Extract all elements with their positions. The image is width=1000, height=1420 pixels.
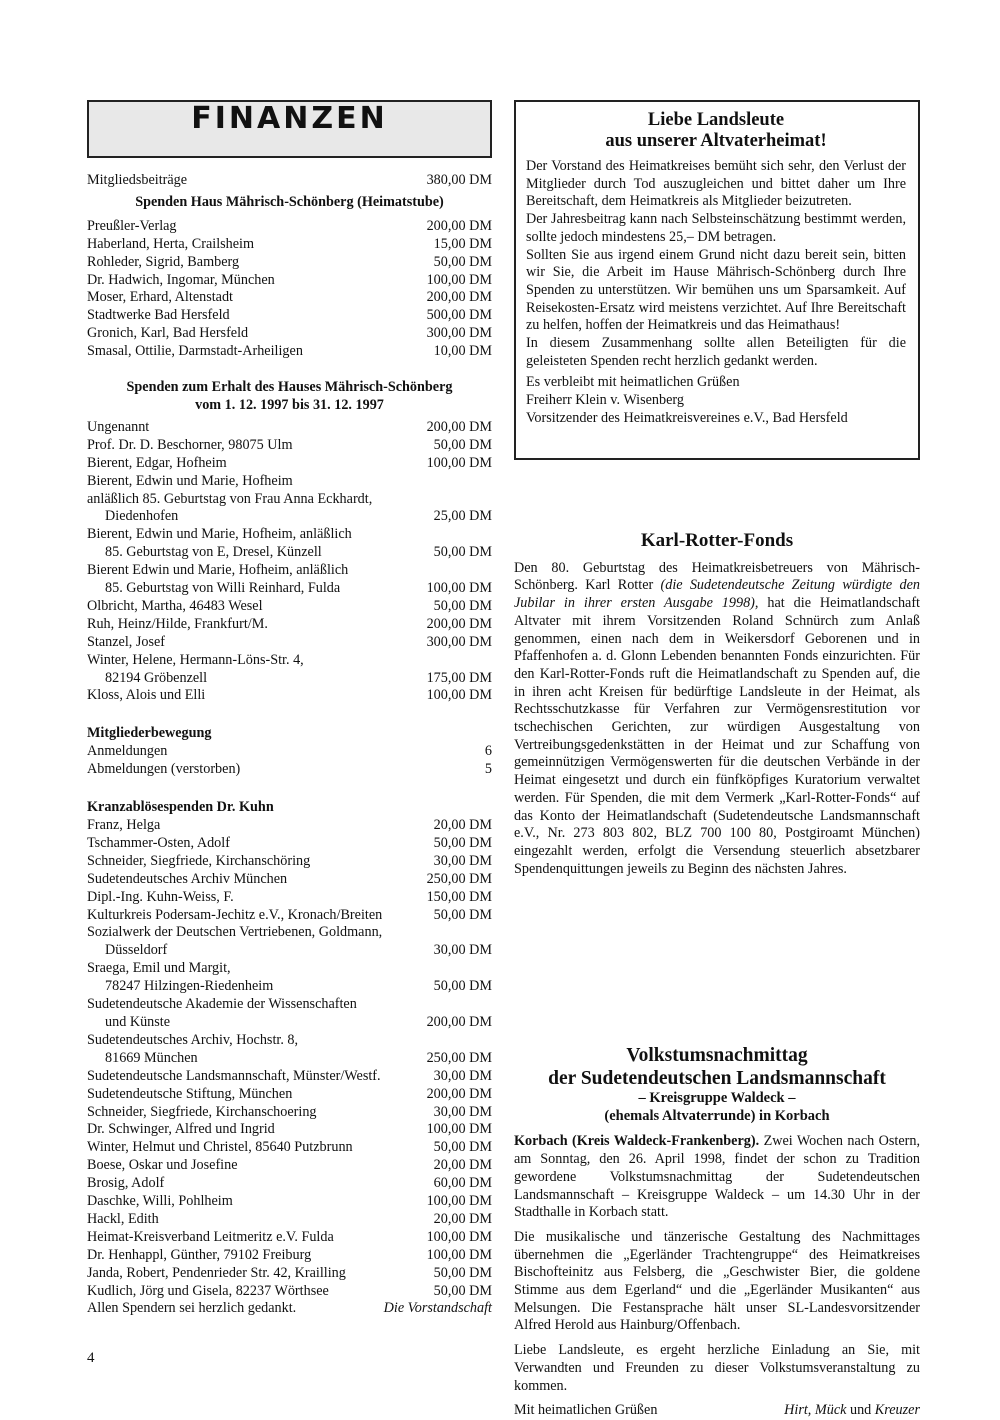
list-item: Ruh, Heinz/Hilde, Frankfurt/M. 200,00 DM [87, 615, 492, 632]
list-item: Heimat-Kreisverband Leitmeritz e.V. Fulda 100,00 DM [87, 1228, 492, 1245]
section1-title: Spenden Haus Mährisch-Schönberg (Heimatstube) [135, 193, 444, 210]
list-item: Tschammer-Osten, Adolf 50,00 DM [87, 834, 492, 851]
list-item: Sudetendeutsches Archiv, Hochstr. 8, 81669 München 250,00 DM [87, 1031, 492, 1066]
box-paragraph: Der Jahresbeitrag kann nach Selbsteinschätzung bestimmt werden, sollte jedoch mindestens 25,– DM betragen. [526, 211, 906, 245]
list-item: Sraega, Emil und Margit, 78247 Hilzingen-Riedenheim 50,00 DM [87, 960, 492, 995]
list-item: Gronich, Karl, Bad Hersfeld 300,00 DM [87, 325, 492, 342]
appeal-box [514, 100, 920, 460]
list-item: Abmeldungen (verstorben) 5 [87, 761, 492, 778]
volkstum-article [514, 1044, 920, 1420]
volkstum-paragraph: Die musikalische und tänzerische Gestaltung des Nachmittages übernehmen die „Egerländer Trachtengruppe“ des Heimatkreises Bischofteinitz aus Felsberg, die „Geschwister Bier, die goldene Stimme aus dem Egerland“ und die „Egerländer Musikanten“ aus Melsungen. Die Festansprache hält unser SL-Landesvorsitzender Alfred Herold aus Hainburg/Offenbach. [514, 1228, 920, 1334]
rotter-body: Den 80. Geburtstag des Heimatkreisbetreuers von Mährisch-Schönberg. Karl Rotter (die Sudetendeutsche Zeitung würdigte den Jubilar in ihrer ersten Ausgabe 1998), hat die Heimatlandschaft Altvater mit ihrem Vorsitzenden Roland Schnürch zum Anlaß genommen, einen nach dem in Weikersdorf Geborenen und in Pfaffenhofen a. d. Glonn Lebenden benannten Fonds einzurichten. Für den Karl-Rotter-Fonds ruft die Heimatlandschaft zu Spenden auf, die in ihren acht Kreisen für bedürftige Landsleute in der Heimat, als Rechtsschutzkasse für Verfahren zur Vermögensrestitution vor tschechischen Gerichten, zur würdigen Ausgestaltung von Vertreibungsgedenkstätten in der Heimat und zur Schaffung von gemeinnützigen Vermögenswerten für die deutschen Verbände in der Heimat eingesetzt und durch ein fünfköpfiges Kuratorium verwaltet werden. Für Spenden, die mit dem Vermerk „Karl-Rotter-Fonds“ auf das Konto der Heimatlandschaft (Sudetendeutsche Landsmannschaft e.V., Nr. 273 803 802, BLZ 700 100 80, Postgiroamt München) eingezahlt werden, erfolgt die Versendung steuerlich absetzbarer Spendenquittungen jeweils zu Beginn des nächsten Jahres. [514, 559, 921, 877]
list-item: Dr. Hadwich, Ingomar, München 100,00 DM [87, 271, 492, 288]
list-item: Bierent, Edwin und Marie, Hofheim anläßlich 85. Geburtstag von Frau Anna Eckhardt, Diedenhofen 25,00 DM [87, 472, 492, 525]
list-item: Sozialwerk der Deutschen Vertriebenen, Goldmann, Düsseldorf 30,00 DM [87, 924, 492, 959]
bewegung-title: Mitgliederbewegung [87, 725, 212, 742]
volkstum-paragraph: Korbach (Kreis Waldeck-Frankenberg). Zwei Wochen nach Ostern, am Sonntag, den 26. April 1998, findet der schon zu Tradition gewordene Volkstumsnachmittag der Sudetendeutschen Landsmannschaft – Kreisgruppe Waldeck – um 14.30 Uhr in der Stadthalle in Korbach statt. [514, 1133, 920, 1221]
page-number: 4 [87, 1350, 95, 1366]
rotter-article [514, 532, 920, 878]
box-signature: Vorsitzender des Heimatkreisvereines e.V., Bad Hersfeld [526, 409, 848, 426]
list-item: Haberland, Herta, Crailsheim 15,00 DM [87, 235, 492, 252]
list-item: Kudlich, Jörg und Gisela, 82237 Wörthsee 50,00 DM [87, 1282, 492, 1299]
list-item: Ungenannt 200,00 DM [87, 418, 492, 435]
list-item: Winter, Helmut und Christel, 85640 Putzbrunn 50,00 DM [87, 1139, 492, 1156]
list-item: Smasal, Ottilie, Darmstadt-Arheiligen 10,00 DM [87, 343, 492, 360]
volkstum-paragraph: Liebe Landsleute, es ergeht herzliche Einladung an Sie, mit Verwandten und Freunden zu dieser Volkstumsveranstaltung zu kommen. [514, 1342, 920, 1394]
kranz-title: Kranzablösespenden Dr. Kuhn [87, 799, 274, 816]
volkstum-sub-2: (ehemals Altvaterrunde) in Korbach [604, 1107, 830, 1124]
volkstum-title: Volkstumsnachmittag [626, 1045, 808, 1066]
list-item: Schneider, Siegfriede, Kirchanschoering 30,00 DM [87, 1103, 492, 1120]
list-item: Dr. Schwinger, Alfred und Ingrid 100,00 DM [87, 1121, 492, 1138]
list-item: Dr. Henhappl, Günther, 79102 Freiburg 100,00 DM [87, 1246, 492, 1263]
section2-title: Spenden zum Erhalt des Hauses Mährisch-Schönberg [126, 379, 453, 396]
list-item: Sudetendeutsche Akademie der Wissenschaften und Künste 200,00 DM [87, 996, 492, 1030]
section2-list [87, 419, 492, 706]
section1-list [87, 218, 492, 361]
rotter-title: Karl-Rotter-Fonds [640, 530, 794, 551]
finanzen-title: FINANZEN [191, 101, 388, 136]
closing-line: Allen Spendern sei herzlich gedankt. Die Vorstandschaft [87, 1300, 492, 1317]
list-item: Kulturkreis Podersam-Jechitz e.V., Kronach/Breiten 50,00 DM [87, 906, 492, 923]
list-item: Sudetendeutsches Archiv München 250,00 DM [87, 870, 492, 887]
list-item: Stadtwerke Bad Hersfeld 500,00 DM [87, 307, 492, 324]
list-item: Daschke, Willi, Pohlheim 100,00 DM [87, 1193, 492, 1210]
list-item: Preußler-Verlag 200,00 DM [87, 217, 492, 234]
box-title: Liebe Landsleute aus unserer Altvaterheimat! [605, 110, 827, 151]
list-item: Bierent, Edgar, Hofheim 100,00 DM [87, 454, 492, 471]
section2-dates: vom 1. 12. 1997 bis 31. 12. 1997 [195, 396, 384, 413]
volkstum-signature: Mit heimatlichen Grüßen Hirt, Mück und Kreuzer [514, 1402, 920, 1419]
finanzen-column [87, 100, 492, 1318]
list-item: Kloss, Alois und Elli 100,00 DM [87, 687, 492, 704]
list-item: Schneider, Siegfriede, Kirchanschöring 30,00 DM [87, 852, 492, 869]
list-item: Anmeldungen 6 [87, 743, 492, 760]
list-item: Sudetendeutsche Stiftung, München 200,00 DM [87, 1085, 492, 1102]
list-item: Dipl.-Ing. Kuhn-Weiss, F. 150,00 DM [87, 888, 492, 905]
list-item: Hackl, Edith 20,00 DM [87, 1210, 492, 1227]
list-item: Bierent, Edwin und Marie, Hofheim, anläßlich 85. Geburtstag von E, Dresel, Künzell 50,00 DM [87, 526, 492, 561]
list-item: Franz, Helga 20,00 DM [87, 817, 492, 833]
finanzen-header [87, 100, 492, 158]
list-item: Boese, Oskar und Josefine 20,00 DM [87, 1157, 492, 1174]
list-item: Sudetendeutsche Landsmannschaft, Münster/Westf. 30,00 DM [87, 1067, 492, 1084]
box-paragraph: Sollten Sie aus irgend einem Grund nicht dazu bereit sein, bitten wir Sie, die Arbeit im Hause Mährisch-Schönberg durch Ihre Spenden zu unterstützen. Wir bemühen uns um Sparsamkeit. Auf Reisekosten-Ersatz wird meistens verzichtet. Auf Ihre Bereitschaft zu helfen, hoffen der Heimatkreis und das Heimathaus! [526, 246, 906, 334]
box-signature: Es verbleibt mit heimatlichen Grüßen [526, 374, 740, 391]
volkstum-sub: – Kreisgruppe Waldeck – [638, 1090, 796, 1106]
list-item: Winter, Helene, Hermann-Löns-Str. 4, 82194 Gröbenzell 175,00 DM [87, 651, 492, 686]
list-item: Stanzel, Josef 300,00 DM [87, 633, 492, 650]
box-paragraph: Der Vorstand des Heimatkreises bemüht sich sehr, den Verlust der Mitglieder durch Tod auszugleichen und bittet daher um Ihre Bereitschaft, dem Heimatkreis als Mitglieder beizutreten. [526, 158, 906, 210]
beitraege-row: Mitgliedsbeiträge 380,00 DM [87, 172, 492, 188]
list-item: Prof. Dr. D. Beschorner, 98075 Ulm 50,00 DM [87, 436, 492, 453]
list-item: Moser, Erhard, Altenstadt 200,00 DM [87, 289, 492, 306]
volkstum-title-2: der Sudetendeutschen Landsmannschaft [548, 1068, 886, 1089]
list-item: Brosig, Adolf 60,00 DM [87, 1175, 492, 1192]
list-item: Olbricht, Martha, 46483 Wesel 50,00 DM [87, 597, 492, 614]
box-paragraph: In diesem Zusammenhang sollte allen Beteiligten für die geleisteten Spenden recht herzlich gedankt werden. [526, 335, 906, 369]
box-signature: Freiherr Klein v. Wisenberg [526, 392, 684, 409]
list-item: Rohleder, Sigrid, Bamberg 50,00 DM [87, 253, 492, 270]
list-item: Bierent Edwin und Marie, Hofheim, anläßlich 85. Geburtstag von Willi Reinhard, Fulda 100,00 DM [87, 562, 492, 597]
list-item: Janda, Robert, Pendenrieder Str. 42, Krailling 50,00 DM [87, 1264, 492, 1281]
right-column [514, 100, 921, 1419]
